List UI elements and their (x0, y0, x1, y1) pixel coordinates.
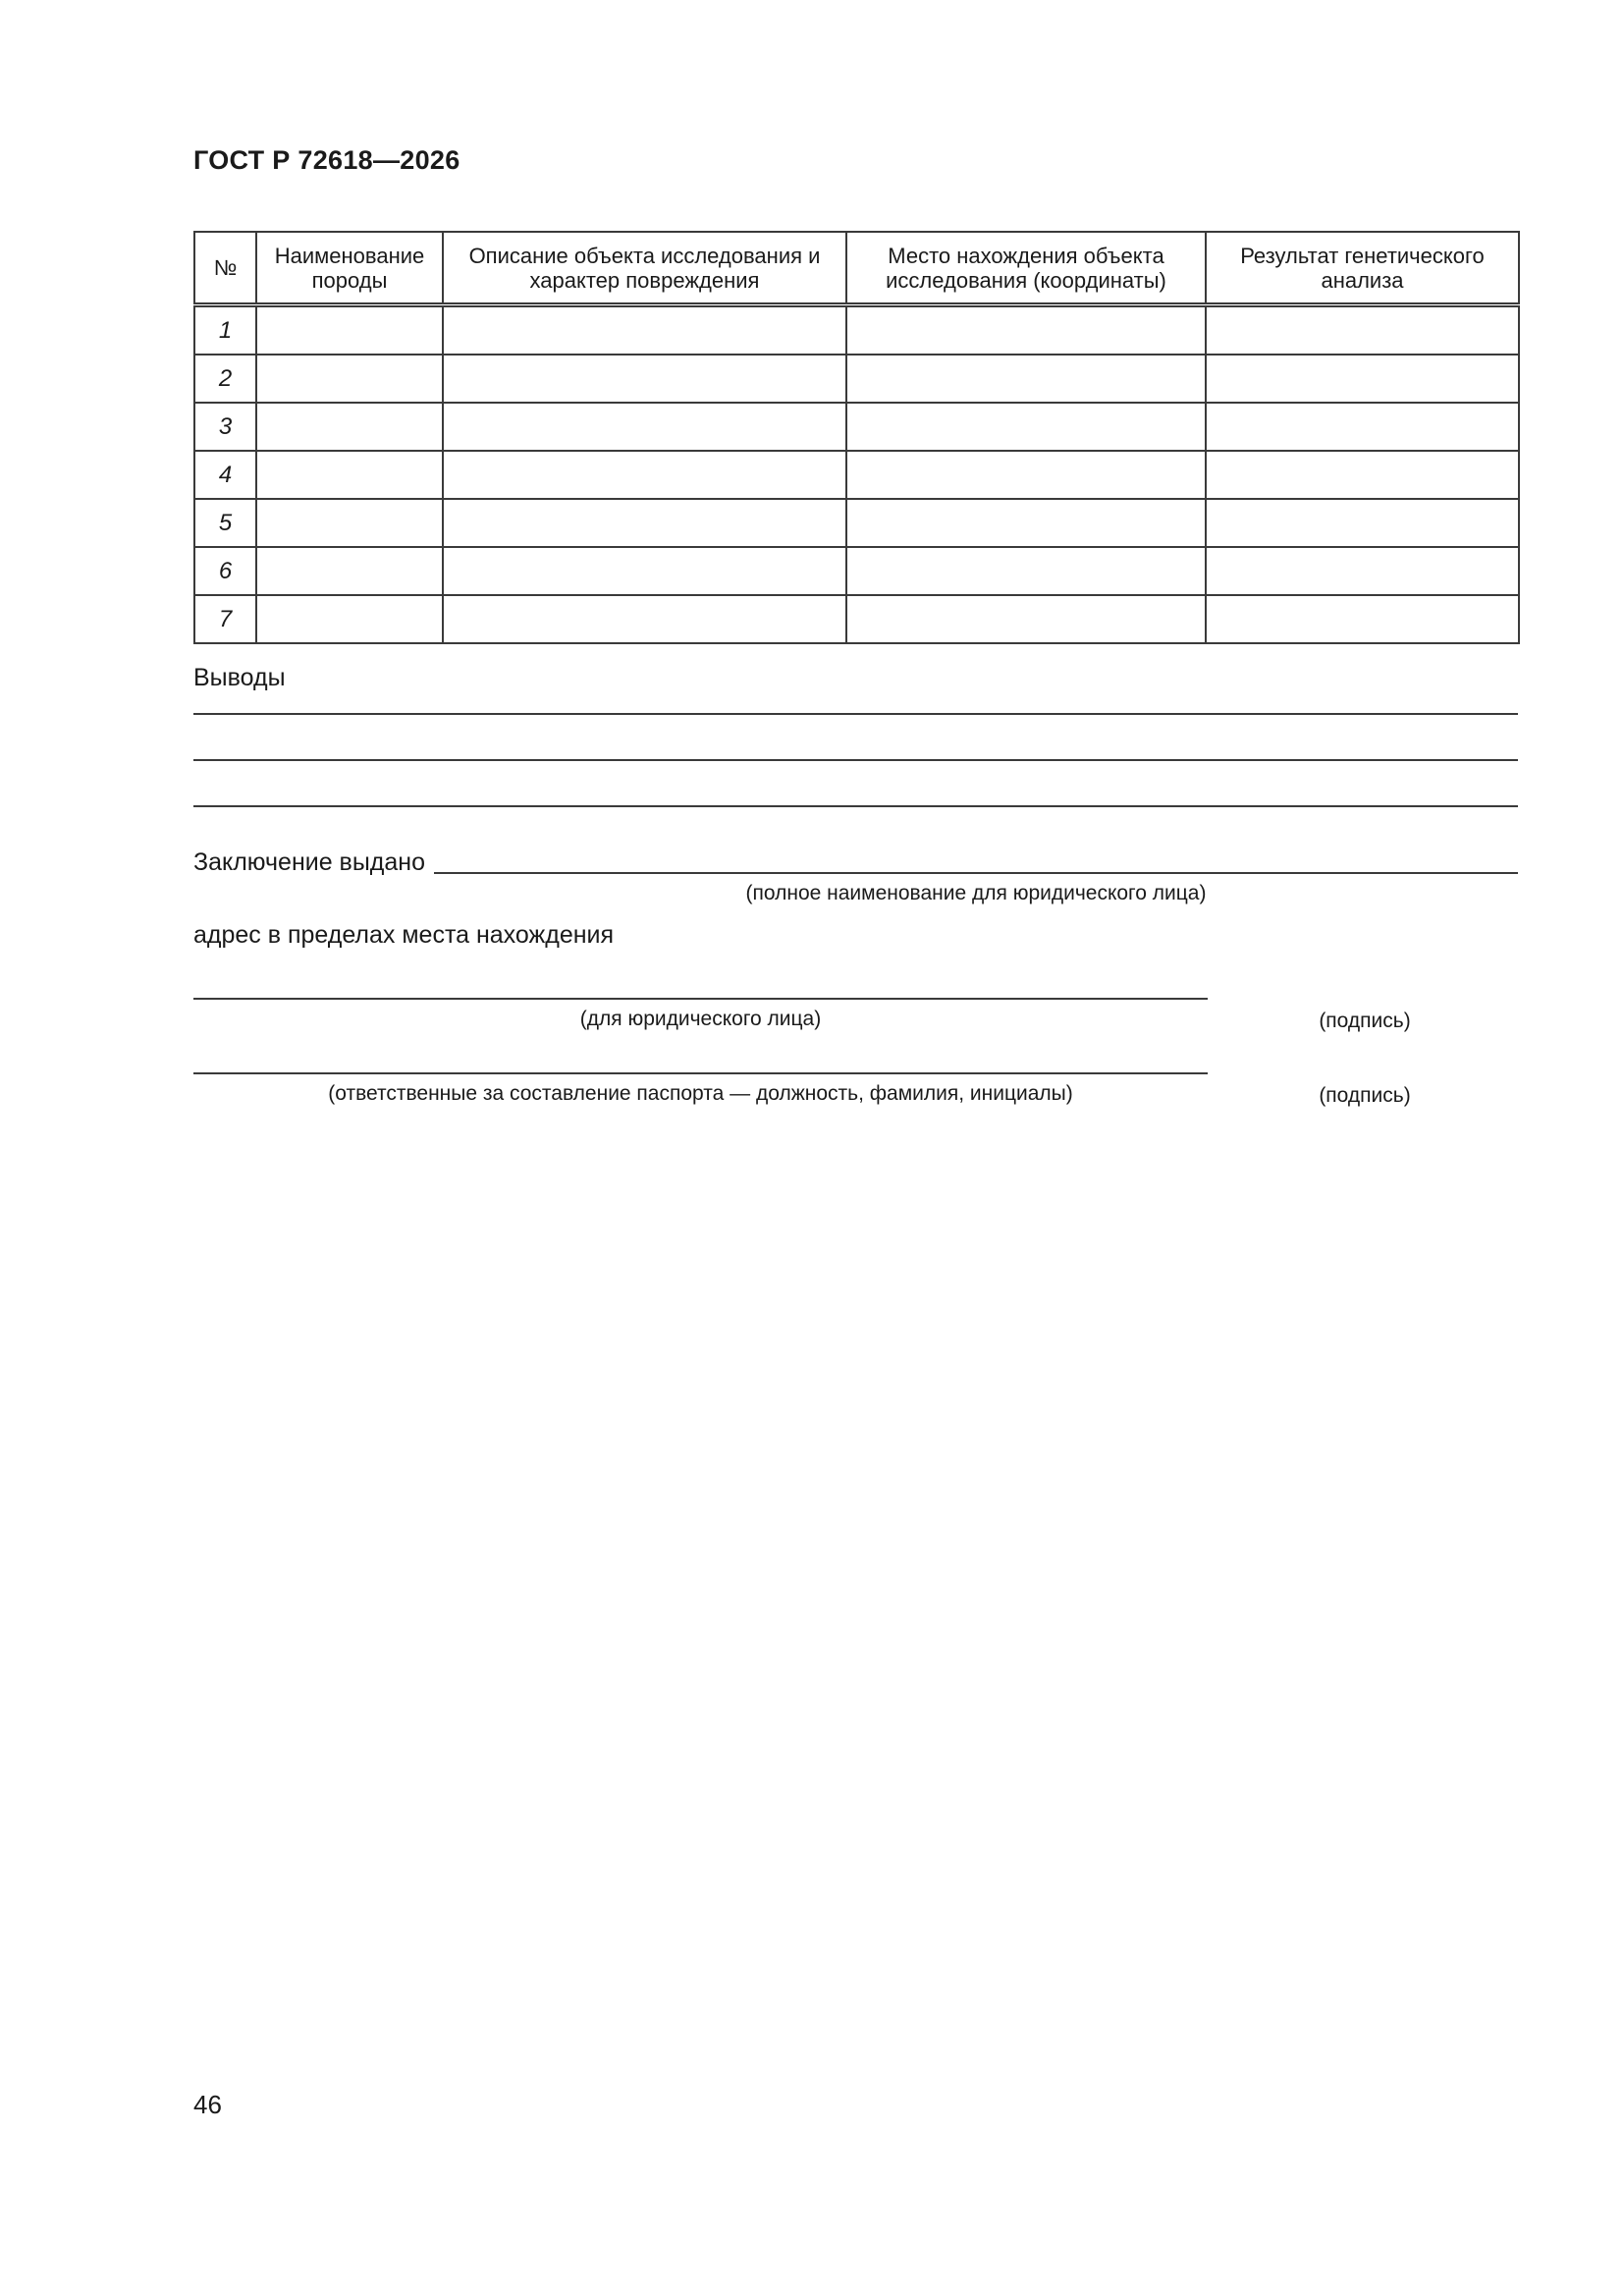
column-header-genetic-result: Результат генетического анализа (1206, 232, 1519, 305)
location-cell[interactable] (846, 305, 1206, 355)
conclusions-line-3[interactable] (193, 805, 1518, 807)
row-number: 2 (194, 355, 256, 403)
breed-cell[interactable] (256, 451, 443, 499)
page-number: 46 (193, 2090, 222, 2119)
result-cell[interactable] (1206, 547, 1519, 595)
row-number: 3 (194, 403, 256, 451)
description-cell[interactable] (443, 305, 846, 355)
table-row (194, 595, 1519, 643)
breed-cell[interactable] (256, 403, 443, 451)
address-field[interactable] (193, 998, 1208, 1000)
location-cell[interactable] (846, 547, 1206, 595)
result-cell[interactable] (1206, 305, 1519, 355)
issued-label: Заключение выдано (193, 848, 426, 876)
document-code: ГОСТ Р 72618—2026 (193, 145, 460, 175)
conclusions-line-2[interactable] (193, 759, 1518, 761)
table-row (194, 403, 1519, 451)
signature-caption: (подпись) (1319, 1084, 1411, 1107)
location-cell[interactable] (846, 499, 1206, 547)
table-row (194, 451, 1519, 499)
table-header-row (194, 232, 1519, 305)
location-cell[interactable] (846, 355, 1206, 403)
row-number: 1 (194, 305, 256, 355)
column-header-number: № (194, 232, 256, 305)
description-cell[interactable] (443, 403, 846, 451)
column-header-location: Место нахождения объекта исследования (координаты) (846, 232, 1206, 305)
conclusions-line-1[interactable] (193, 713, 1518, 715)
breed-cell[interactable] (256, 547, 443, 595)
row-number: 4 (194, 451, 256, 499)
column-header-breed: Наименование породы (256, 232, 443, 305)
location-cell[interactable] (846, 403, 1206, 451)
description-cell[interactable] (443, 451, 846, 499)
description-cell[interactable] (443, 595, 846, 643)
result-cell[interactable] (1206, 355, 1519, 403)
responsible-caption: (ответственные за составление паспорта — должность, фамилия, инициалы) (328, 1082, 1073, 1105)
description-cell[interactable] (443, 499, 846, 547)
breed-cell[interactable] (256, 499, 443, 547)
table-row (194, 499, 1519, 547)
breed-cell[interactable] (256, 305, 443, 355)
conclusions-label: Выводы (193, 664, 286, 691)
legal-entity-caption: (для юридического лица) (579, 1008, 822, 1030)
signature-caption: (подпись) (1319, 1010, 1411, 1032)
result-cell[interactable] (1206, 451, 1519, 499)
breed-cell[interactable] (256, 355, 443, 403)
table-row (194, 547, 1519, 595)
issued-to-field[interactable] (434, 872, 1518, 874)
table-row (194, 355, 1519, 403)
row-number: 7 (194, 595, 256, 643)
row-number: 5 (194, 499, 256, 547)
result-cell[interactable] (1206, 595, 1519, 643)
row-number: 6 (194, 547, 256, 595)
column-header-description: Описание объекта исследования и характер повреждения (443, 232, 846, 305)
location-cell[interactable] (846, 451, 1206, 499)
issued-caption: (полное наименование для юридического лица) (745, 882, 1207, 904)
description-cell[interactable] (443, 355, 846, 403)
address-label: адрес в пределах места нахождения (193, 921, 615, 949)
table-row (194, 305, 1519, 355)
breed-cell[interactable] (256, 595, 443, 643)
location-cell[interactable] (846, 595, 1206, 643)
analysis-table (193, 231, 1520, 644)
result-cell[interactable] (1206, 499, 1519, 547)
result-cell[interactable] (1206, 403, 1519, 451)
description-cell[interactable] (443, 547, 846, 595)
responsible-field[interactable] (193, 1072, 1208, 1074)
